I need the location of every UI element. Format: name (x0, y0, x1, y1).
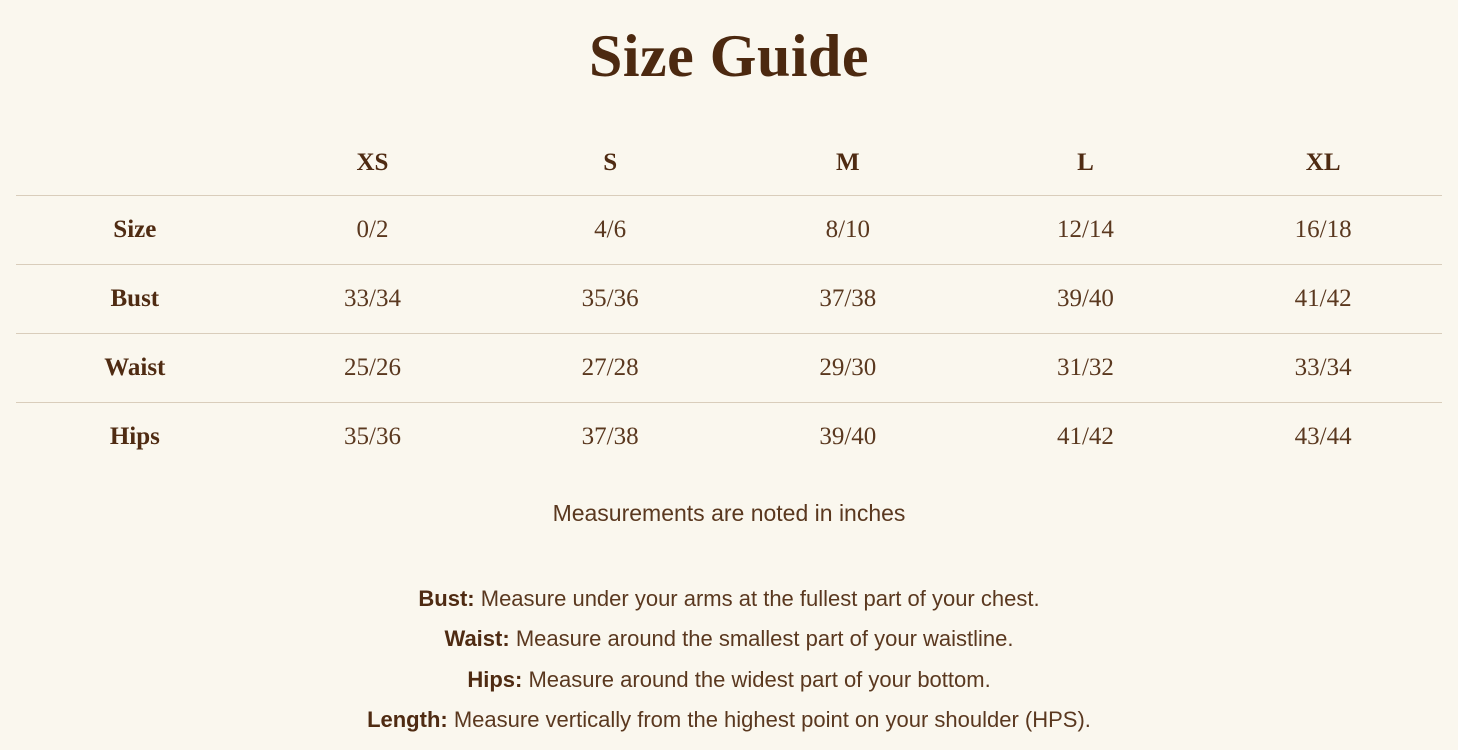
instruction-waist (0, 619, 1458, 660)
instruction-length-text: Measure vertically from the highest point on your shoulder (HPS). (453, 707, 1091, 732)
row-label-waist: Waist (104, 354, 166, 381)
table-header-row (16, 129, 1442, 196)
table-cell: 31/32 (1056, 354, 1114, 381)
table-cell: 35/36 (581, 285, 639, 312)
table-corner-cell (16, 129, 254, 196)
table-cell: 27/28 (581, 354, 639, 381)
row-label-bust: Bust (110, 285, 160, 312)
column-header-xl: XL (1305, 149, 1341, 176)
row-label-hips: Hips (109, 423, 160, 451)
table-cell: 43/44 (1294, 423, 1352, 451)
table-cell: 12/14 (1056, 216, 1114, 243)
measurement-instructions (0, 579, 1458, 741)
instruction-length (0, 700, 1458, 741)
column-header-m: M (835, 149, 860, 176)
table-cell: 37/38 (819, 285, 877, 312)
table-cell: 41/42 (1056, 423, 1114, 451)
instruction-bust (0, 579, 1458, 620)
size-chart-table (16, 129, 1442, 472)
instruction-hips-text: Measure around the widest part of your bottom. (528, 666, 991, 692)
table-cell: 4/6 (594, 216, 627, 243)
table-cell: 33/34 (1294, 354, 1352, 381)
instruction-hips (0, 660, 1458, 701)
instruction-hips-term: Hips: (467, 666, 523, 692)
table-row-size (16, 196, 1442, 265)
units-note: Measurements are noted in inches (552, 499, 906, 526)
instruction-length-term: Length: (367, 707, 448, 732)
column-header-l: L (1077, 149, 1094, 176)
table-row-bust (16, 265, 1442, 334)
instruction-bust-text: Measure under your arms at the fullest part of your chest. (480, 585, 1040, 611)
column-header-s: S (603, 149, 618, 176)
table-row-hips (16, 403, 1442, 472)
table-cell: 29/30 (819, 354, 877, 381)
table-cell: 25/26 (344, 354, 401, 381)
table-cell: 41/42 (1294, 285, 1352, 312)
table-row-waist (16, 334, 1442, 403)
column-header-xs: XS (356, 149, 389, 176)
table-cell: 33/34 (344, 285, 401, 312)
table-cell: 0/2 (356, 216, 389, 243)
instruction-bust-term: Bust: (418, 585, 475, 611)
table-cell: 35/36 (344, 423, 401, 451)
table-cell: 39/40 (1056, 285, 1114, 312)
size-table-container (0, 129, 1458, 472)
table-cell: 39/40 (819, 423, 877, 451)
instruction-waist-term: Waist: (444, 626, 510, 651)
table-cell: 16/18 (1294, 216, 1352, 243)
table-cell: 37/38 (581, 423, 639, 451)
instruction-waist-text: Measure around the smallest part of your waistline. (515, 626, 1014, 651)
row-label-size: Size (113, 216, 157, 243)
table-cell: 8/10 (825, 216, 871, 243)
page-title: Size Guide (588, 23, 869, 89)
